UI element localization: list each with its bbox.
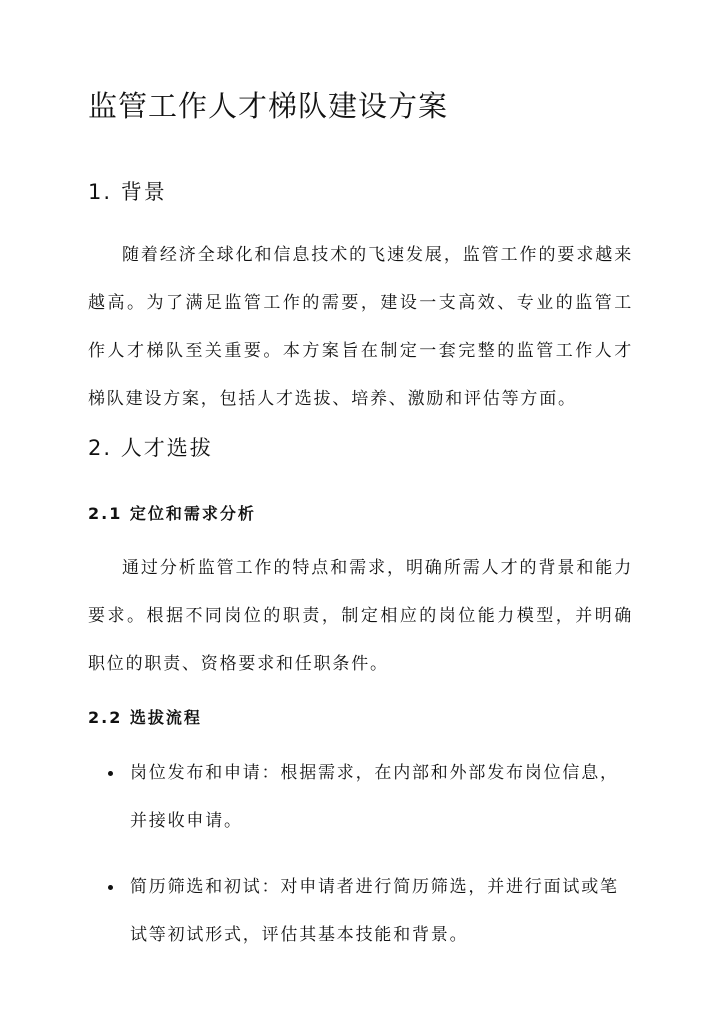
positioning-paragraph: 通过分析监管工作的特点和需求，明确所需人才的背景和能力要求。根据不同岗位的职责，制定相应的岗位能力模型，并明确职位的职责、资格要求和任职条件。 (88, 558, 633, 674)
list-item-text: 岗位发布和申请：根据需求，在内部和外部发布岗位信息，并接收申请。 (130, 763, 619, 831)
bullet-icon (108, 885, 113, 890)
subsection-heading-positioning: 2.1 定位和需求分析 (88, 504, 256, 523)
list-item (88, 863, 633, 959)
list-item-text: 简历筛选和初试：对申请者进行简历筛选，并进行面试或笔试等初试形式，评估其基本技能和背景。 (130, 877, 619, 945)
bullet-icon (108, 771, 113, 776)
document-title: 监管工作人才梯队建设方案 (88, 89, 449, 123)
background-paragraph: 随着经济全球化和信息技术的飞速发展，监管工作的要求越来越高。为了满足监管工作的需要，建设一支高效、专业的监管工作人才梯队至关重要。本方案旨在制定一套完整的监管工作人才梯队建设方案，包括人才选拔、培养、激励和评估等方面。 (88, 245, 633, 409)
section-heading-background: 1. 背景 (88, 180, 167, 204)
subsection-heading-selection-process: 2.2 选拔流程 (88, 708, 202, 727)
selection-process-list (88, 749, 633, 977)
list-item (88, 749, 633, 845)
section-heading-talent-selection: 2. 人才选拔 (88, 436, 213, 460)
